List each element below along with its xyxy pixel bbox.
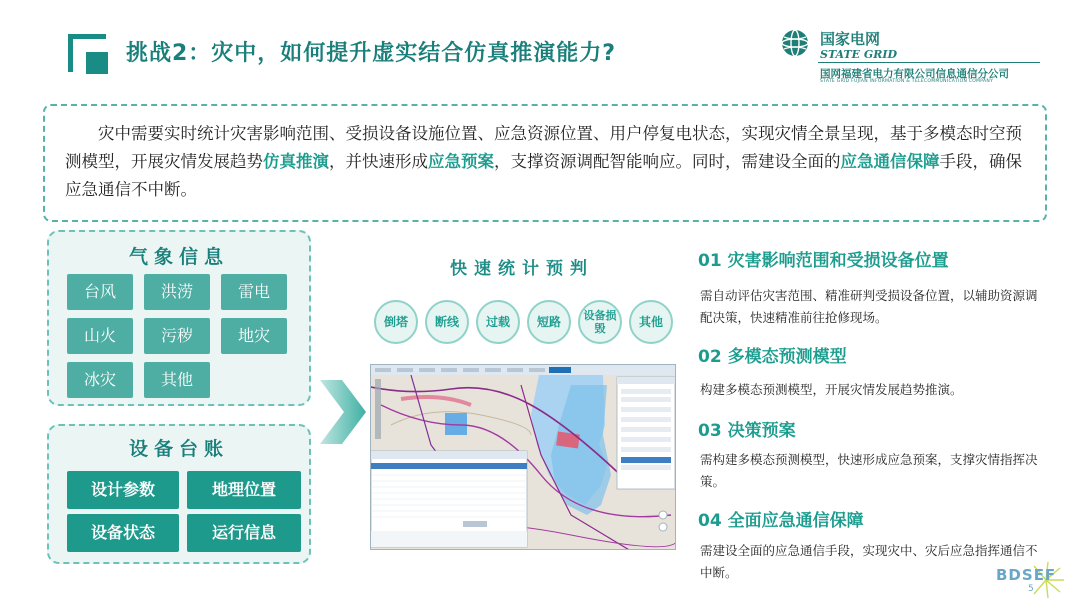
weather-tag: 雷电 [221, 274, 287, 310]
brand-en: STATE GRID [820, 48, 898, 61]
weather-tag: 洪涝 [144, 274, 210, 310]
section-heading-2: 02 多模态预测模型 [698, 347, 847, 367]
intro-text-1: 灾中需要实时统计灾害影响范围、受损设备设施位置、应急资源位置、用户停复电状态，实现灾情全景呈现，基于多模态时空预测模型，开展灾情发展趋势 [65, 124, 1022, 171]
intro-box [43, 104, 1047, 222]
intro-text-2: ，并快速形成 [329, 152, 428, 171]
intro-text-4: 手段，确保应急通信不中断。 [65, 152, 1022, 199]
weather-tag: 其他 [144, 362, 210, 398]
equipment-panel [47, 424, 311, 564]
forecast-item: 设备损毁 [578, 300, 622, 344]
bdsef-logo [996, 560, 1066, 600]
weather-tag: 冰灾 [67, 362, 133, 398]
intro-highlight-simulation: 仿真推演 [263, 152, 329, 171]
state-grid-logo [780, 26, 1050, 82]
weather-tag: 地灾 [221, 318, 287, 354]
bdsef-text: BDSEF [996, 566, 1057, 584]
section-heading-3: 03 决策预案 [698, 421, 796, 441]
forecast-title: 快速统计预判 [450, 259, 594, 279]
forecast-item: 过载 [476, 300, 520, 344]
section-text-4: 需建设全面的应急通信手段，实现灾中、灾后应急指挥通信不中断。 [700, 543, 1038, 580]
equipment-tag: 设计参数 [67, 471, 179, 509]
globe-icon [780, 28, 810, 58]
brand-cn: 国家电网 [820, 30, 881, 48]
company-cn: 国网福建省电力有限公司信息通信分公司 [820, 68, 1009, 80]
gis-map-screenshot [370, 364, 676, 550]
company-en: STATE GRID FUJIAN INFORMATION & TELECOMMUNICATION COMPANY [820, 79, 994, 84]
page-number: 5 [1028, 584, 1034, 594]
intro-highlight-comm: 应急通信保障 [840, 152, 940, 171]
arrow-right-icon [318, 380, 368, 444]
section-heading-1: 01 灾害影响范围和受损设备位置 [698, 251, 949, 271]
intro-highlight-plan: 应急预案 [428, 152, 494, 171]
weather-title: 气象信息 [128, 246, 229, 268]
weather-tag: 污秽 [144, 318, 210, 354]
weather-tag: 山火 [67, 318, 133, 354]
forecast-item: 短路 [527, 300, 571, 344]
equipment-title: 设备台账 [128, 438, 229, 460]
section-text-3: 需构建多模态预测模型，快速形成应急预案，支撑灾情指挥决策。 [700, 452, 1038, 489]
weather-tag: 台风 [67, 274, 133, 310]
section-text-2: 构建多模态预测模型，开展灾情发展趋势推演。 [700, 382, 963, 397]
forecast-item: 其他 [629, 300, 673, 344]
equipment-tag: 运行信息 [187, 514, 301, 552]
section-logo-mark [68, 34, 110, 76]
map-illustration [371, 365, 676, 550]
equipment-tag: 设备状态 [67, 514, 179, 552]
intro-text-3: ，支撑资源调配智能响应。同时，需建设全面的 [494, 152, 841, 171]
section-heading-4: 04 全面应急通信保障 [698, 511, 864, 531]
page-title: 挑战2：灾中，如何提升虚实结合仿真推演能力? [126, 41, 617, 66]
weather-panel [47, 230, 311, 406]
equipment-tag: 地理位置 [187, 471, 301, 509]
forecast-item: 倒塔 [374, 300, 418, 344]
section-text-1: 需自动评估灾害范围、精准研判受损设备位置，以辅助资源调配决策，快速精准前往抢修现场。 [700, 288, 1038, 325]
forecast-item: 断线 [425, 300, 469, 344]
